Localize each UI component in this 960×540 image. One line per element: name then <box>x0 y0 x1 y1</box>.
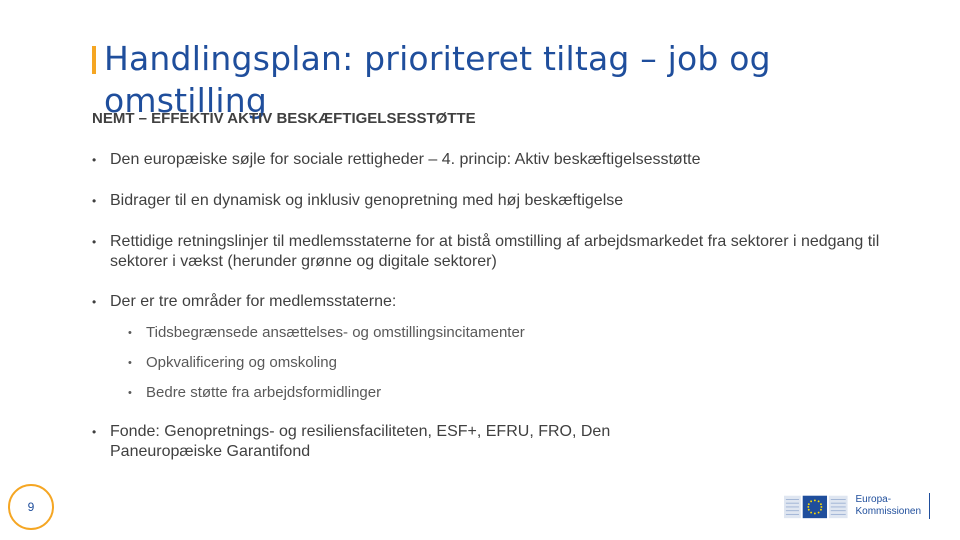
sub-bullet-item: • Tidsbegrænsede ansættelses- og omstillingsincitamenter <box>128 323 525 343</box>
bullet-item: • Rettidige retningslinjer til medlemsstaterne for at bistå omstilling af arbejdsmarkedet fra sektorer i nedgang til sektorer i vækst (herunder grønne og digitale sektorer) <box>92 232 912 272</box>
bullet-item: • Fonde: Genopretnings- og resiliensfaciliteten, ESF+, EFRU, FRO, Den Paneuropæiske Garantifond <box>92 422 670 462</box>
european-commission-logo <box>784 488 930 524</box>
bullet-item: • Den europæiske søjle for sociale rettigheder – 4. princip: Aktiv beskæftigelsesstøtte <box>92 150 701 170</box>
page-number: 9 <box>27 500 35 514</box>
logo-label: Europa- Kommissionen <box>855 494 922 517</box>
slide-title: Handlingsplan: prioriteret tiltag – job og omstilling <box>104 39 771 120</box>
bullet-item: • Der er tre områder for medlemsstaterne: <box>92 292 396 312</box>
slide-subtitle: NEMT – EFFEKTIV AKTIV BESKÆFTIGELSESSTØTTE <box>92 110 476 127</box>
title-accent-bar <box>92 46 96 74</box>
sub-bullet-item: • Bedre støtte fra arbejdsformidlinger <box>128 383 381 403</box>
sub-bullet-item: • Opkvalificering og omskoling <box>128 353 337 373</box>
logo-divider <box>929 493 930 519</box>
page-number-badge <box>8 484 54 530</box>
eu-flag-building-icon <box>784 491 849 521</box>
bullet-item: • Bidrager til en dynamisk og inklusiv genopretning med høj beskæftigelse <box>92 191 623 211</box>
